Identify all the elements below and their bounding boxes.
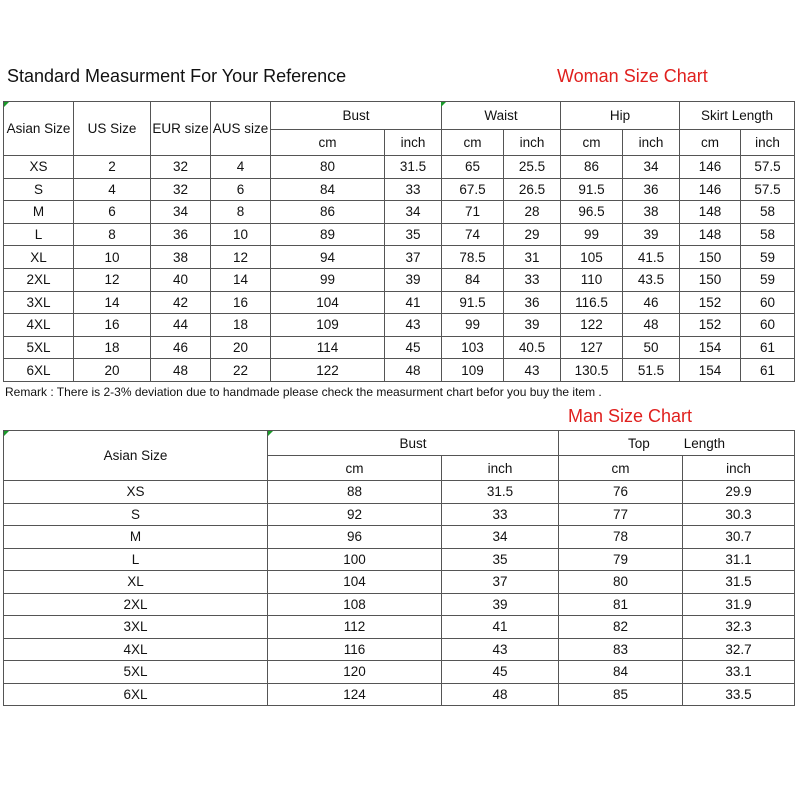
table-cell: 22 bbox=[211, 359, 271, 382]
header-eur-size: EUR size bbox=[151, 102, 211, 156]
table-cell: M bbox=[4, 526, 268, 549]
table-cell: 32 bbox=[151, 178, 211, 201]
header-inch: inch bbox=[385, 130, 442, 156]
table-cell: 105 bbox=[561, 246, 623, 269]
table-cell: 124 bbox=[268, 683, 442, 706]
table-cell: 42 bbox=[151, 291, 211, 314]
header-cm: cm bbox=[561, 130, 623, 156]
table-cell: 33.5 bbox=[683, 683, 795, 706]
table-cell: 32.7 bbox=[683, 638, 795, 661]
table-cell: 76 bbox=[559, 481, 683, 504]
header-length: Length bbox=[683, 435, 726, 451]
table-cell: 99 bbox=[271, 268, 385, 291]
table-cell: 12 bbox=[211, 246, 271, 269]
header-hip: Hip bbox=[561, 102, 680, 130]
table-cell: 10 bbox=[74, 246, 151, 269]
table-row bbox=[4, 683, 795, 706]
table-cell: 58 bbox=[741, 223, 795, 246]
table-cell: 48 bbox=[385, 359, 442, 382]
table-cell: 14 bbox=[74, 291, 151, 314]
table-cell: L bbox=[4, 548, 268, 571]
table-cell: 65 bbox=[442, 156, 504, 179]
table-cell: XL bbox=[4, 571, 268, 594]
table-cell: S bbox=[4, 178, 74, 201]
table-row bbox=[4, 246, 795, 269]
table-cell: 28 bbox=[504, 201, 561, 224]
table-cell: 59 bbox=[741, 268, 795, 291]
table-cell: 146 bbox=[680, 178, 741, 201]
table-cell: 43 bbox=[385, 314, 442, 337]
table-cell: 4XL bbox=[4, 638, 268, 661]
table-cell: 96 bbox=[268, 526, 442, 549]
table-cell: 85 bbox=[559, 683, 683, 706]
header-cm: cm bbox=[680, 130, 741, 156]
header-cm: cm bbox=[559, 456, 683, 481]
table-cell: 127 bbox=[561, 336, 623, 359]
table-cell: 39 bbox=[385, 268, 442, 291]
table-cell: 146 bbox=[680, 156, 741, 179]
table-cell: 100 bbox=[268, 548, 442, 571]
table-cell: 40 bbox=[151, 268, 211, 291]
cell-corner-mark bbox=[4, 431, 9, 436]
table-cell: 112 bbox=[268, 616, 442, 639]
table-cell: 2XL bbox=[4, 268, 74, 291]
table-cell: 39 bbox=[504, 314, 561, 337]
table-cell: 31.9 bbox=[683, 593, 795, 616]
table-cell: L bbox=[4, 223, 74, 246]
table-row bbox=[4, 178, 795, 201]
table-cell: 4XL bbox=[4, 314, 74, 337]
table-cell: 114 bbox=[271, 336, 385, 359]
table-cell: 10 bbox=[211, 223, 271, 246]
table-cell: 154 bbox=[680, 336, 741, 359]
table-cell: 86 bbox=[561, 156, 623, 179]
table-row bbox=[4, 201, 795, 224]
table-cell: 150 bbox=[680, 268, 741, 291]
table-cell: 30.3 bbox=[683, 503, 795, 526]
table-cell: 60 bbox=[741, 314, 795, 337]
table-row bbox=[4, 616, 795, 639]
page-title: Standard Measurment For Your Reference bbox=[7, 66, 347, 86]
table-cell: 109 bbox=[271, 314, 385, 337]
table-cell: 154 bbox=[680, 359, 741, 382]
table-cell: 116.5 bbox=[561, 291, 623, 314]
table-cell: 80 bbox=[271, 156, 385, 179]
table-row bbox=[4, 336, 795, 359]
table-cell: 39 bbox=[623, 223, 680, 246]
table-cell: 34 bbox=[151, 201, 211, 224]
table-cell: 104 bbox=[268, 571, 442, 594]
table-cell: 84 bbox=[559, 661, 683, 684]
table-cell: 57.5 bbox=[741, 156, 795, 179]
table-cell: 36 bbox=[151, 223, 211, 246]
table-cell: 99 bbox=[561, 223, 623, 246]
table-cell: 45 bbox=[442, 661, 559, 684]
table-cell: M bbox=[4, 201, 74, 224]
table-cell: 77 bbox=[559, 503, 683, 526]
table-cell: 20 bbox=[211, 336, 271, 359]
woman-chart-title: Woman Size Chart bbox=[557, 66, 708, 86]
table-cell: 148 bbox=[680, 223, 741, 246]
table-cell: 16 bbox=[74, 314, 151, 337]
table-cell: 46 bbox=[151, 336, 211, 359]
table-row bbox=[4, 661, 795, 684]
table-cell: 92 bbox=[268, 503, 442, 526]
header-skirt-length: Skirt Length bbox=[680, 102, 795, 130]
table-cell: S bbox=[4, 503, 268, 526]
table-cell: 26.5 bbox=[504, 178, 561, 201]
table-cell: 31.5 bbox=[683, 571, 795, 594]
header-waist: Waist bbox=[442, 102, 561, 130]
header-asian-size: Asian Size bbox=[4, 431, 268, 481]
man-chart-title: Man Size Chart bbox=[568, 406, 693, 426]
table-cell: 91.5 bbox=[442, 291, 504, 314]
table-cell: 34 bbox=[623, 156, 680, 179]
header-inch: inch bbox=[741, 130, 795, 156]
table-row bbox=[4, 314, 795, 337]
table-cell: 30.7 bbox=[683, 526, 795, 549]
table-cell: 18 bbox=[74, 336, 151, 359]
table-cell: 48 bbox=[623, 314, 680, 337]
table-cell: 3XL bbox=[4, 616, 268, 639]
table-cell: 4 bbox=[74, 178, 151, 201]
table-cell: 74 bbox=[442, 223, 504, 246]
table-cell: 5XL bbox=[4, 336, 74, 359]
table-cell: 38 bbox=[151, 246, 211, 269]
table-cell: 5XL bbox=[4, 661, 268, 684]
table-row bbox=[4, 503, 795, 526]
table-cell: 59 bbox=[741, 246, 795, 269]
table-cell: 36 bbox=[504, 291, 561, 314]
header-inch: inch bbox=[623, 130, 680, 156]
table-cell: 33 bbox=[504, 268, 561, 291]
table-cell: 6 bbox=[74, 201, 151, 224]
table-cell: 33 bbox=[385, 178, 442, 201]
table-cell: 82 bbox=[559, 616, 683, 639]
header-inch: inch bbox=[442, 456, 559, 481]
table-cell: 31.5 bbox=[442, 481, 559, 504]
table-cell: 48 bbox=[151, 359, 211, 382]
table-cell: 43 bbox=[504, 359, 561, 382]
table-cell: 152 bbox=[680, 314, 741, 337]
table-cell: 35 bbox=[385, 223, 442, 246]
table-cell: 45 bbox=[385, 336, 442, 359]
table-cell: 37 bbox=[385, 246, 442, 269]
table-cell: 29 bbox=[504, 223, 561, 246]
table-row bbox=[4, 526, 795, 549]
header-top: Top bbox=[627, 435, 650, 451]
table-cell: 25.5 bbox=[504, 156, 561, 179]
table-cell: 4 bbox=[211, 156, 271, 179]
table-cell: 33.1 bbox=[683, 661, 795, 684]
cell-corner-mark bbox=[268, 431, 273, 436]
table-cell: 2 bbox=[74, 156, 151, 179]
table-cell: 84 bbox=[271, 178, 385, 201]
table-cell: 61 bbox=[741, 336, 795, 359]
table-cell: 14 bbox=[211, 268, 271, 291]
table-cell: 108 bbox=[268, 593, 442, 616]
table-row bbox=[4, 156, 795, 179]
table-cell: 37 bbox=[442, 571, 559, 594]
table-cell: 81 bbox=[559, 593, 683, 616]
table-cell: 6XL bbox=[4, 359, 74, 382]
table-cell: 80 bbox=[559, 571, 683, 594]
table-cell: 44 bbox=[151, 314, 211, 337]
table-cell: 116 bbox=[268, 638, 442, 661]
table-cell: 31 bbox=[504, 246, 561, 269]
table-cell: 71 bbox=[442, 201, 504, 224]
table-cell: 6XL bbox=[4, 683, 268, 706]
table-row bbox=[4, 481, 795, 504]
table-row bbox=[4, 571, 795, 594]
woman-size-table bbox=[3, 101, 795, 382]
table-row bbox=[4, 223, 795, 246]
header-cm: cm bbox=[268, 456, 442, 481]
table-cell: 89 bbox=[271, 223, 385, 246]
table-cell: 57.5 bbox=[741, 178, 795, 201]
cell-corner-mark bbox=[441, 102, 446, 107]
table-cell: 86 bbox=[271, 201, 385, 224]
table-cell: 150 bbox=[680, 246, 741, 269]
table-cell: 58 bbox=[741, 201, 795, 224]
table-cell: 83 bbox=[559, 638, 683, 661]
table-cell: 43 bbox=[442, 638, 559, 661]
table-cell: 96.5 bbox=[561, 201, 623, 224]
table-cell: 48 bbox=[442, 683, 559, 706]
table-cell: XS bbox=[4, 481, 268, 504]
table-cell: 60 bbox=[741, 291, 795, 314]
table-cell: 2XL bbox=[4, 593, 268, 616]
table-cell: 50 bbox=[623, 336, 680, 359]
header-cm: cm bbox=[442, 130, 504, 156]
header-inch: inch bbox=[504, 130, 561, 156]
table-cell: 88 bbox=[268, 481, 442, 504]
table-cell: 41 bbox=[385, 291, 442, 314]
woman-table-body bbox=[4, 156, 795, 382]
table-cell: 16 bbox=[211, 291, 271, 314]
header-inch: inch bbox=[683, 456, 795, 481]
table-row bbox=[4, 291, 795, 314]
table-cell: 8 bbox=[74, 223, 151, 246]
header-aus-size: AUS size bbox=[211, 102, 271, 156]
table-cell: 32.3 bbox=[683, 616, 795, 639]
table-cell: 41.5 bbox=[623, 246, 680, 269]
table-cell: 110 bbox=[561, 268, 623, 291]
table-cell: 99 bbox=[442, 314, 504, 337]
table-cell: 130.5 bbox=[561, 359, 623, 382]
table-cell: 84 bbox=[442, 268, 504, 291]
table-cell: 78 bbox=[559, 526, 683, 549]
table-cell: 35 bbox=[442, 548, 559, 571]
table-cell: 43.5 bbox=[623, 268, 680, 291]
table-cell: 103 bbox=[442, 336, 504, 359]
table-cell: XS bbox=[4, 156, 74, 179]
table-cell: 41 bbox=[442, 616, 559, 639]
table-cell: 8 bbox=[211, 201, 271, 224]
table-cell: 12 bbox=[74, 268, 151, 291]
table-cell: 32 bbox=[151, 156, 211, 179]
table-row bbox=[4, 593, 795, 616]
table-row bbox=[4, 548, 795, 571]
table-cell: 3XL bbox=[4, 291, 74, 314]
table-cell: 67.5 bbox=[442, 178, 504, 201]
header-asian-size: Asian Size bbox=[4, 102, 74, 156]
table-cell: 104 bbox=[271, 291, 385, 314]
table-cell: 18 bbox=[211, 314, 271, 337]
table-cell: 120 bbox=[268, 661, 442, 684]
table-cell: 34 bbox=[385, 201, 442, 224]
table-cell: 94 bbox=[271, 246, 385, 269]
table-cell: 152 bbox=[680, 291, 741, 314]
table-cell: 78.5 bbox=[442, 246, 504, 269]
table-cell: 122 bbox=[561, 314, 623, 337]
remark-note: Remark : There is 2-3% deviation due to handmade please check the measurment chart befor you buy the item . bbox=[5, 385, 602, 399]
man-size-table bbox=[3, 430, 795, 706]
table-cell: 79 bbox=[559, 548, 683, 571]
table-cell: 20 bbox=[74, 359, 151, 382]
table-cell: 31.5 bbox=[385, 156, 442, 179]
man-table-body bbox=[4, 481, 795, 706]
table-cell: 34 bbox=[442, 526, 559, 549]
table-row bbox=[4, 268, 795, 291]
header-top-length bbox=[559, 431, 795, 456]
table-cell: 33 bbox=[442, 503, 559, 526]
header-cm: cm bbox=[271, 130, 385, 156]
header-bust: Bust bbox=[268, 431, 559, 456]
table-cell: 6 bbox=[211, 178, 271, 201]
table-cell: 38 bbox=[623, 201, 680, 224]
header-us-size: US Size bbox=[74, 102, 151, 156]
table-cell: XL bbox=[4, 246, 74, 269]
table-cell: 31.1 bbox=[683, 548, 795, 571]
table-cell: 91.5 bbox=[561, 178, 623, 201]
table-cell: 51.5 bbox=[623, 359, 680, 382]
table-cell: 40.5 bbox=[504, 336, 561, 359]
table-cell: 61 bbox=[741, 359, 795, 382]
header-bust: Bust bbox=[271, 102, 442, 130]
table-row bbox=[4, 638, 795, 661]
table-row bbox=[4, 359, 795, 382]
table-cell: 46 bbox=[623, 291, 680, 314]
table-cell: 36 bbox=[623, 178, 680, 201]
cell-corner-mark bbox=[4, 102, 9, 107]
table-cell: 148 bbox=[680, 201, 741, 224]
table-cell: 29.9 bbox=[683, 481, 795, 504]
table-cell: 122 bbox=[271, 359, 385, 382]
table-cell: 109 bbox=[442, 359, 504, 382]
table-cell: 39 bbox=[442, 593, 559, 616]
